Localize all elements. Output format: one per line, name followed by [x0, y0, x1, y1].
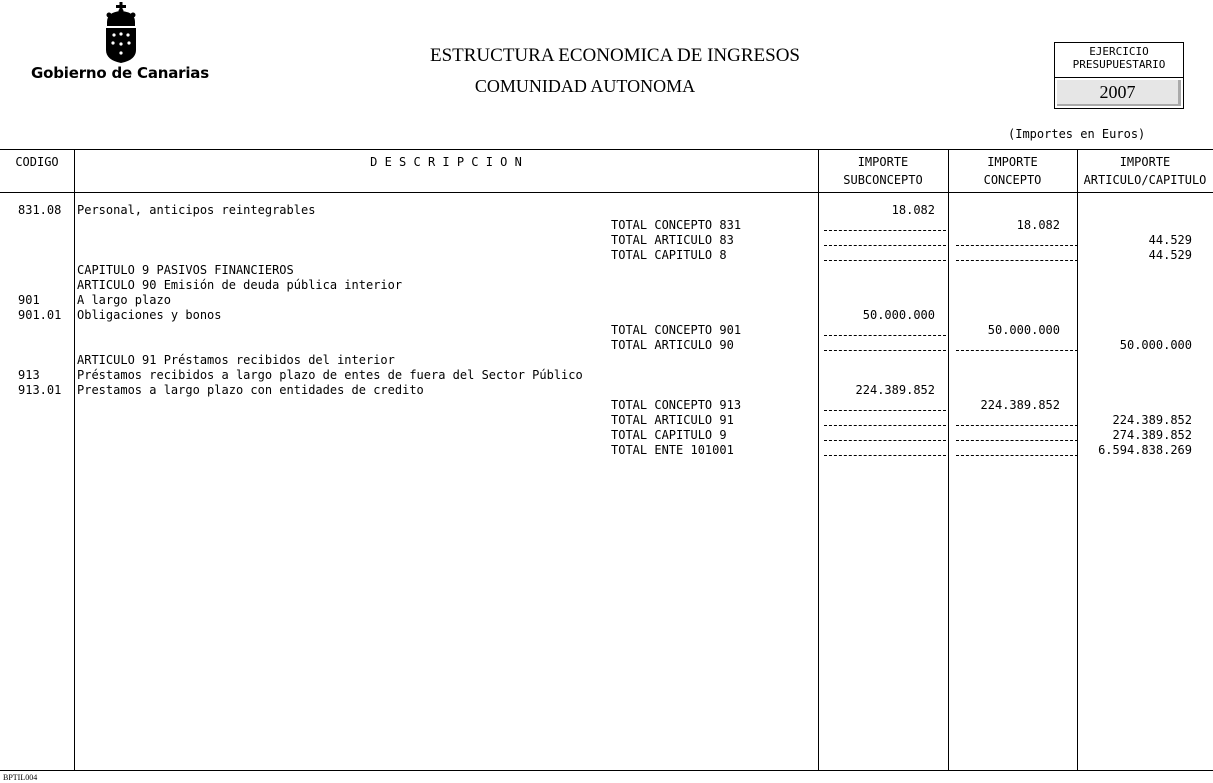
- table-top-border: [0, 149, 1213, 150]
- dashed-rule: [824, 350, 946, 351]
- row-importe-subconcepto: 18.082: [891, 203, 935, 217]
- row-description: Préstamos recibidos a largo plazo de entes de fuera del Sector Público: [77, 368, 583, 382]
- row-description: Obligaciones y bonos: [77, 308, 222, 322]
- table-bottom-border: [0, 770, 1213, 771]
- dashed-rule: [824, 245, 946, 246]
- dashed-rule: [824, 455, 946, 456]
- ejercicio-year: 2007: [1057, 80, 1181, 106]
- row-importe-concepto: 18.082: [1016, 218, 1060, 232]
- row-description: A largo plazo: [77, 293, 171, 307]
- row-total-label: TOTAL CONCEPTO 901: [611, 323, 742, 337]
- ejercicio-box: [1054, 42, 1184, 109]
- table-header-border: [0, 192, 1213, 193]
- row-description: CAPITULO 9 PASIVOS FINANCIEROS: [77, 263, 294, 277]
- dashed-rule: [956, 455, 1078, 456]
- row-importe-concepto: 50.000.000: [987, 323, 1060, 337]
- row-importe-articulo: 50.000.000: [1119, 338, 1192, 352]
- col-subconcepto-header: IMPORTE SUBCONCEPTO: [843, 155, 923, 187]
- report-title: ESTRUCTURA ECONOMICA DE INGRESOS: [429, 45, 800, 66]
- row-total-label: TOTAL CONCEPTO 831: [611, 218, 742, 232]
- row-description: ARTICULO 91 Préstamos recibidos del interior: [77, 353, 395, 367]
- row-total-label: TOTAL CAPITULO 9: [611, 428, 727, 442]
- row-code: 901: [18, 293, 40, 307]
- dashed-rule: [956, 245, 1078, 246]
- row-importe-subconcepto: 224.389.852: [855, 383, 935, 397]
- row-total-label: TOTAL CAPITULO 8: [611, 248, 727, 262]
- row-description: Prestamos a largo plazo con entidades de credito: [77, 383, 424, 397]
- dashed-rule: [956, 260, 1078, 261]
- row-code: 901.01: [18, 308, 62, 322]
- gobierno-de-canarias-logo: [30, 2, 210, 84]
- dashed-rule: [956, 425, 1078, 426]
- dashed-rule: [824, 410, 946, 411]
- row-code: 913: [18, 368, 40, 382]
- ejercicio-label: EJERCICIO PRESUPUESTARIO: [1072, 45, 1166, 71]
- row-total-label: TOTAL ARTICULO 90: [611, 338, 734, 352]
- row-importe-subconcepto: 50.000.000: [862, 308, 935, 322]
- row-total-label: TOTAL ARTICULO 91: [611, 413, 734, 427]
- row-total-label: TOTAL CONCEPTO 913: [611, 398, 742, 412]
- dashed-rule: [824, 440, 946, 441]
- coat-of-arms-icon: [103, 2, 139, 64]
- row-description: ARTICULO 90 Emisión de deuda pública interior: [77, 278, 403, 292]
- brand-name: Gobierno de Canarias: [31, 64, 209, 82]
- row-total-label: TOTAL ENTE 101001: [611, 443, 734, 457]
- row-code: 913.01: [18, 383, 62, 397]
- row-importe-articulo: 224.389.852: [1112, 413, 1192, 427]
- row-importe-articulo: 44.529: [1148, 233, 1192, 247]
- importes-note: (Importes en Euros): [1008, 127, 1146, 141]
- dashed-rule: [824, 260, 946, 261]
- row-importe-articulo: 6.594.838.269: [1098, 443, 1192, 457]
- row-total-label: TOTAL ARTICULO 83: [611, 233, 734, 247]
- col-concepto-header: IMPORTE CONCEPTO: [983, 155, 1042, 187]
- row-description: Personal, anticipos reintegrables: [77, 203, 316, 217]
- col-descripcion-header: D E S C R I P C I O N: [370, 155, 522, 169]
- report-code: BPTIL004: [3, 773, 38, 782]
- row-importe-articulo: 274.389.852: [1112, 428, 1192, 442]
- row-importe-concepto: 224.389.852: [980, 398, 1060, 412]
- dashed-rule: [956, 350, 1078, 351]
- col-articulo-header: IMPORTE ARTICULO/CAPITULO: [1083, 155, 1207, 187]
- dashed-rule: [824, 425, 946, 426]
- dashed-rule: [824, 230, 946, 231]
- row-importe-articulo: 44.529: [1148, 248, 1192, 262]
- dashed-rule: [956, 440, 1078, 441]
- row-code: 831.08: [18, 203, 62, 217]
- col-codigo-header: CODIGO: [15, 155, 59, 169]
- dashed-rule: [824, 335, 946, 336]
- report-subtitle: COMUNIDAD AUTONOMA: [474, 76, 696, 96]
